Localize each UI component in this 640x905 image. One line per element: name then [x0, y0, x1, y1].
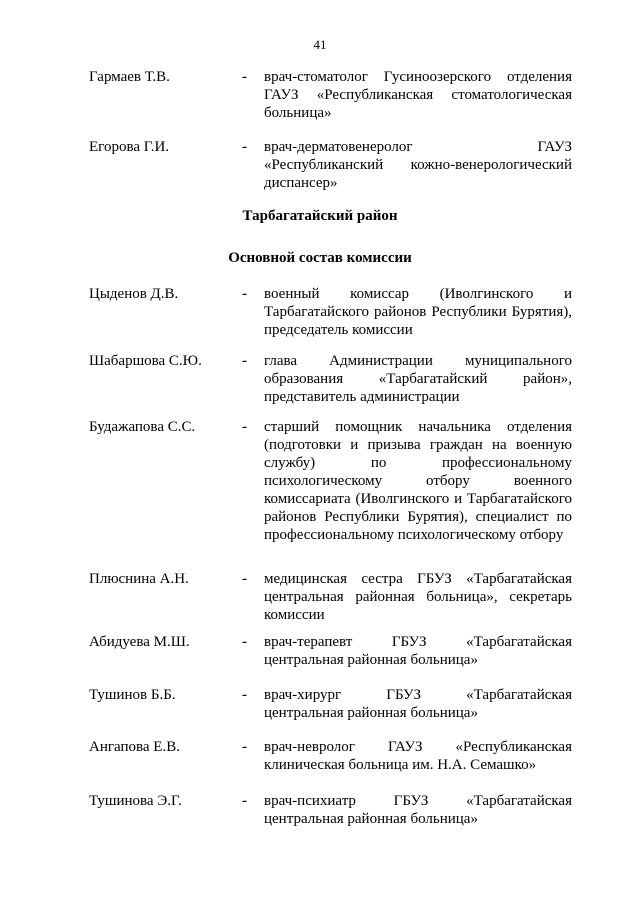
member-name: Егорова Г.И. — [89, 139, 170, 155]
dash: - — [242, 634, 247, 650]
member-name: Цыденов Д.В. — [89, 286, 179, 302]
member-name: Будажапова С.С. — [89, 419, 196, 435]
member-position: врач-хирург ГБУЗ «Тарбагатайская центральная районная больница» — [264, 687, 572, 721]
dash: - — [242, 139, 247, 155]
member-name: Ангапова Е.В. — [89, 739, 180, 755]
dash: - — [242, 687, 247, 703]
member-position: медицинская сестра ГБУЗ «Тарбагатайская центральная районная больница», секретарь комиссии — [264, 571, 572, 623]
section-heading: Основной состав комиссии — [228, 250, 412, 266]
member-name: Тушинов Б.Б. — [89, 687, 176, 703]
page-number: 41 — [313, 37, 327, 52]
member-name: Гармаев Т.В. — [89, 69, 170, 85]
member-name: Абидуева М.Ш. — [89, 634, 190, 650]
member-position: врач-терапевт ГБУЗ «Тарбагатайская центральная районная больница» — [264, 634, 572, 668]
member-position: врач-психиатр ГБУЗ «Тарбагатайская центральная районная больница» — [264, 793, 572, 827]
member-position: старший помощник начальника отделения (подготовки и призыва граждан на военную службу) по профессиональному психологическому отбору военного комиссариата (Иволгинского и Тарбагатайского районов Республики Бурятия), специалист по профессиональному психологическому отбору — [264, 419, 572, 543]
member-position: военный комиссар (Иволгинского и Тарбагатайского районов Республики Бурятия), председатель комиссии — [264, 286, 572, 338]
member-name: Тушинова Э.Г. — [89, 793, 182, 809]
dash: - — [242, 286, 247, 302]
district-heading: Тарбагатайский район — [242, 208, 398, 224]
member-position: врач-стоматолог Гусиноозерского отделения ГАУЗ «Республиканская стоматологическая больница» — [264, 69, 572, 121]
member-name: Шабаршова С.Ю. — [89, 353, 202, 369]
member-position: врач-невролог ГАУЗ «Республиканская клиническая больница им. Н.А. Семашко» — [264, 739, 572, 773]
dash: - — [242, 419, 247, 435]
dash: - — [242, 353, 247, 369]
member-position: врач-дерматовенеролог ГАУЗ «Республиканский кожно-венерологический диспансер» — [264, 139, 572, 191]
dash: - — [242, 793, 247, 809]
dash: - — [242, 571, 247, 587]
member-position: глава Администрации муниципального образования «Тарбагатайский район», представитель администрации — [264, 353, 572, 405]
member-name: Плюснина А.Н. — [89, 571, 189, 587]
dash: - — [242, 739, 247, 755]
dash: - — [242, 69, 247, 85]
